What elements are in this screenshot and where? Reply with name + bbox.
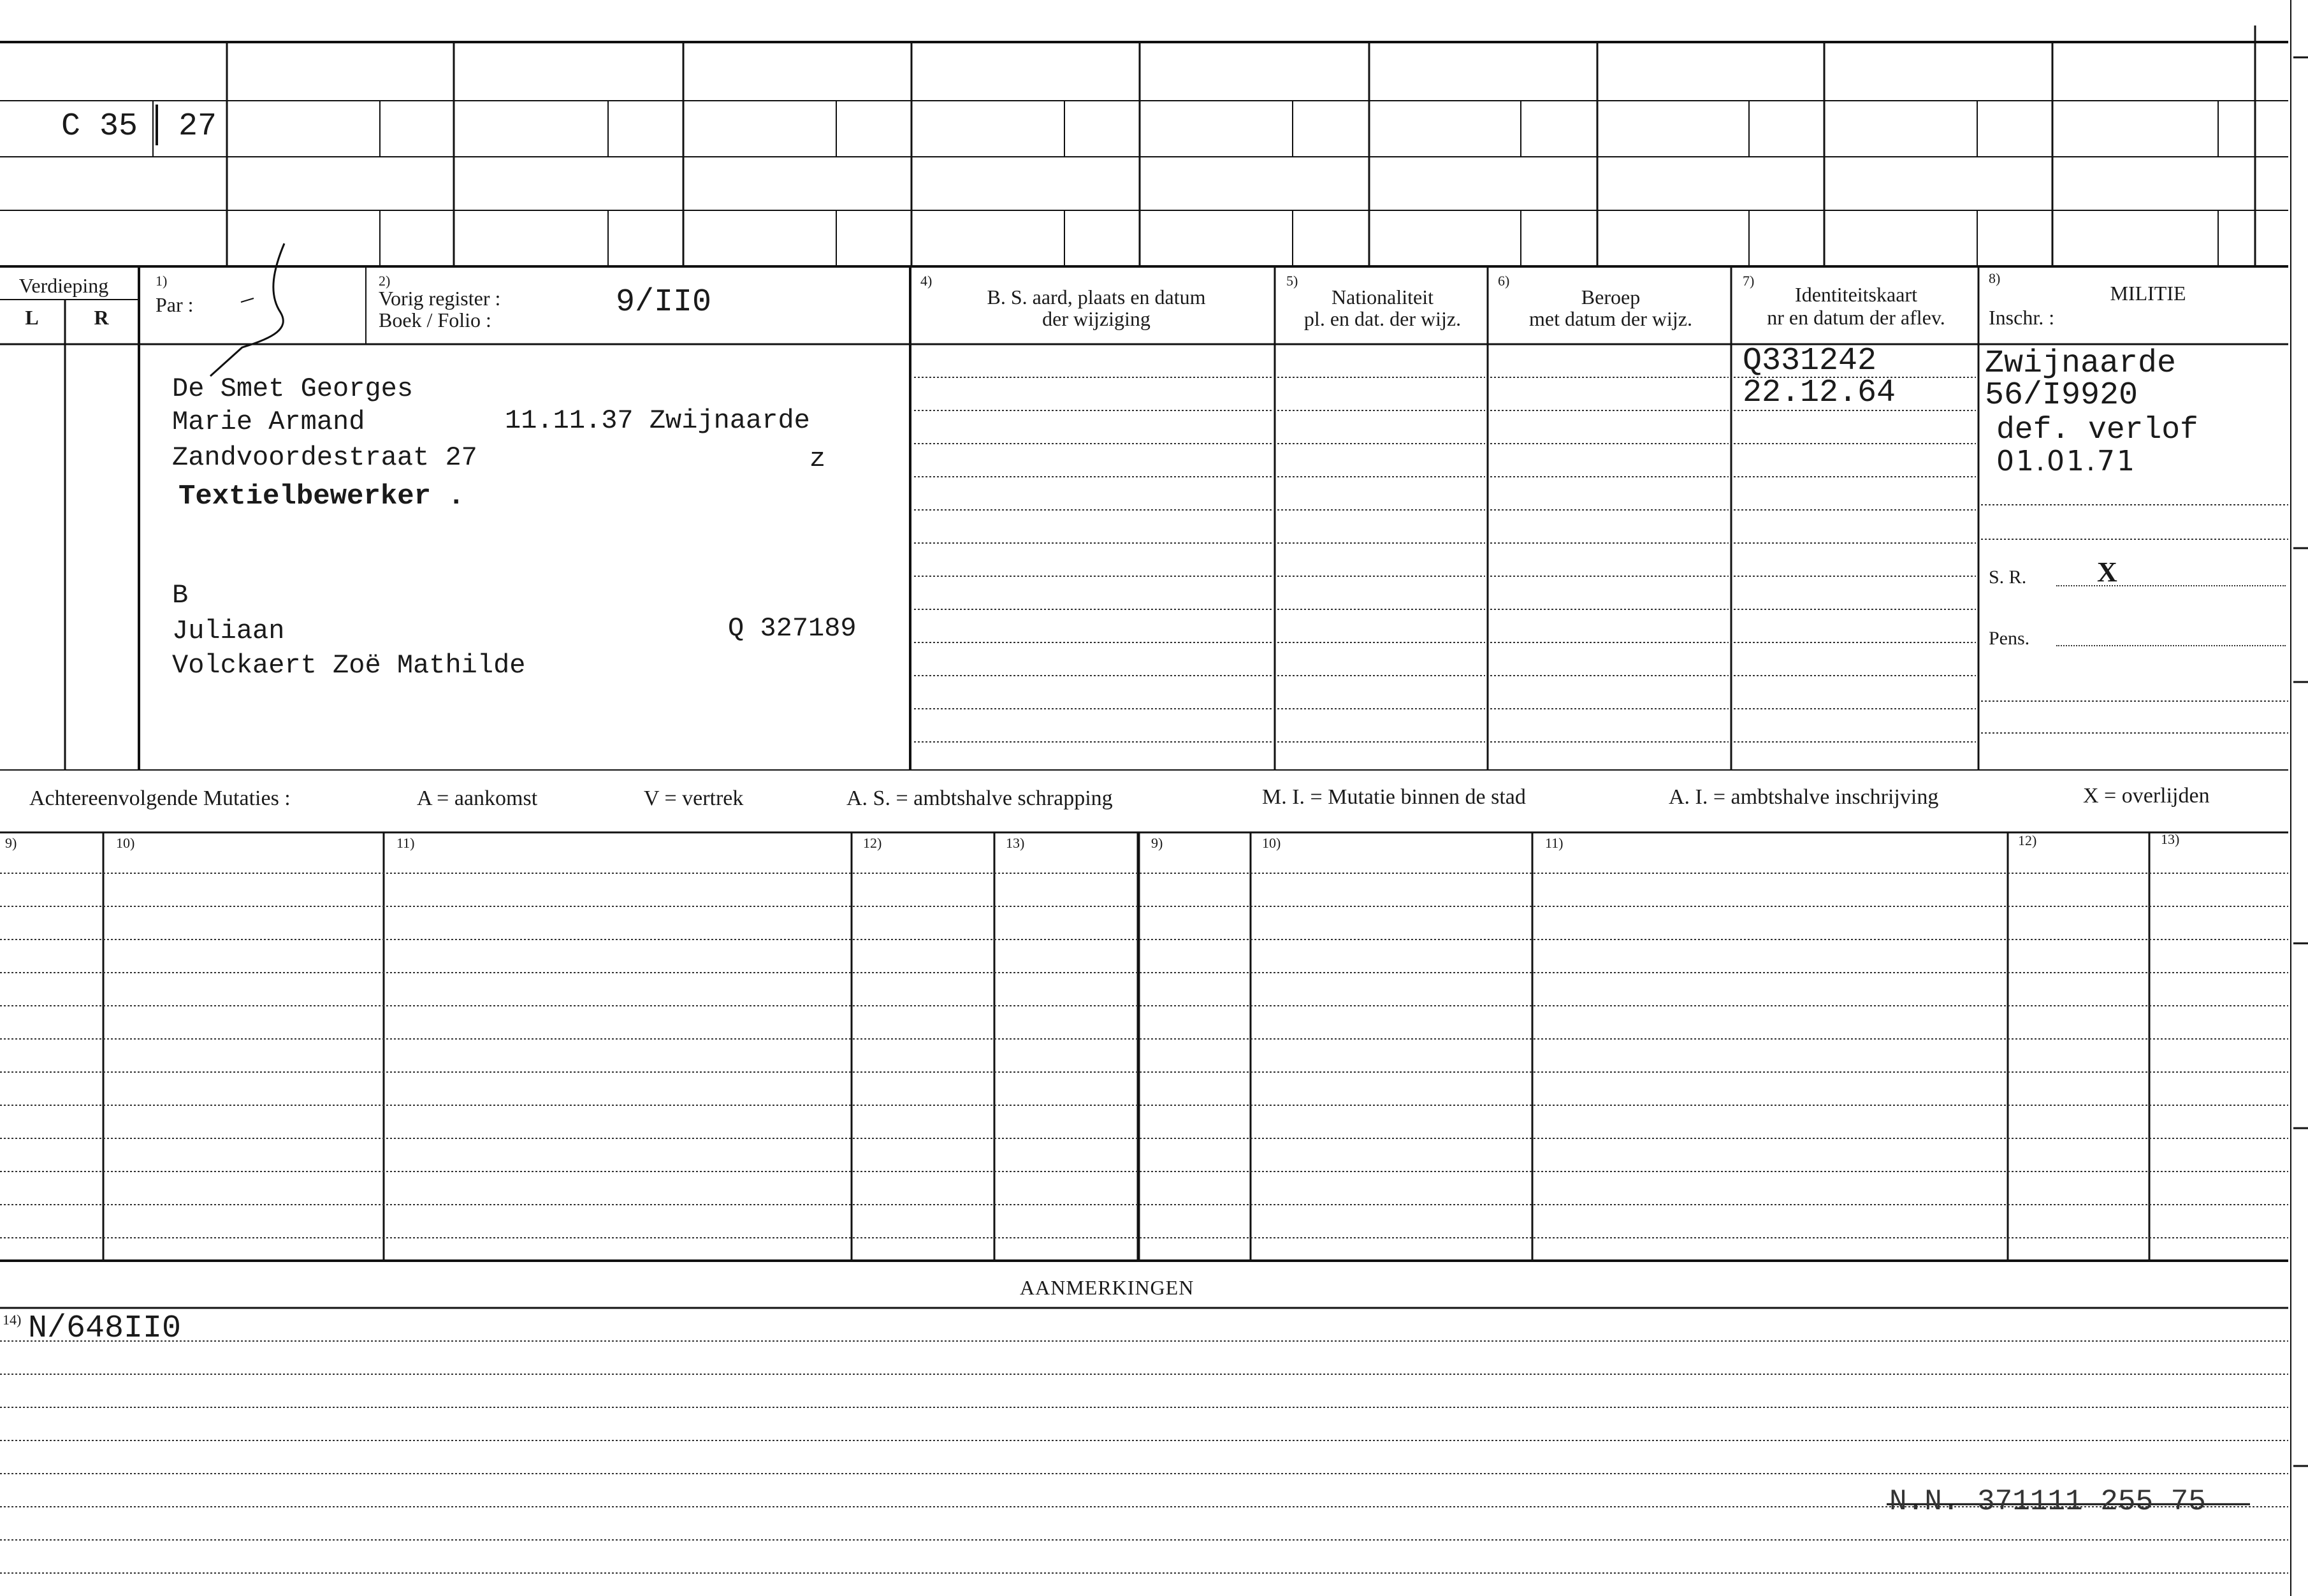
pens-dotted-line [2056,645,2286,646]
remarks-number: 14) [3,1312,22,1328]
col7-label-a: Identiteitskaart [1795,283,1917,306]
sr-value: X [2097,556,2117,588]
col7-label-b: nr en datum der aflev. [1767,306,1945,329]
col6-number: 6) [1498,273,1510,289]
sr-dotted-line [2056,585,2286,586]
mut-col-13: 13) [1006,835,1025,851]
col2-label-b: Boek / Folio : [379,308,491,331]
col1-label: Par : [156,293,194,316]
col1-number: 1) [156,273,168,289]
person-name: De Smet Georges [172,374,414,404]
verdieping-l: L [25,306,39,329]
id-card-date: 22.12.64 [1743,375,1896,411]
col4-label-a: B. S. aard, plaats en datum [987,286,1206,308]
person-birth: 11.11.37 Zwijnaarde [505,405,810,436]
mut-col-10b: 10) [1262,835,1281,851]
col8-label-a: MILITIE [2110,282,2186,305]
pens-label: Pens. [1989,628,2030,649]
col6-label-a: Beroep [1581,286,1641,308]
militie-number: 56/I9920 [1985,377,2138,414]
col2-number: 2) [379,273,391,289]
register-divider [156,105,158,145]
legend-vertrek: V = vertrek [644,787,744,810]
col5-label-a: Nationaliteit [1332,286,1433,308]
person-address: Zandvoordestraat 27 [172,442,477,473]
col8-number: 8) [1989,270,2001,286]
person-mother: Volckaert Zoë Mathilde [172,650,526,681]
person-occupation: Textielbewerker . [178,481,465,512]
mut-col-12: 12) [863,835,882,851]
mut-col-11: 11) [396,835,415,851]
mut-col-13b: 13) [2161,831,2180,847]
person-z-mark: z [809,444,826,474]
register-number: 27 [178,108,217,145]
vorig-register-value: 9/II0 [616,284,712,321]
person-father: Juliaan [172,616,285,646]
mut-col-9: 9) [5,835,17,851]
person-b-mark: B [172,580,189,611]
legend-title: Achtereenvolgende Mutaties : [29,787,291,810]
col8-label-b: Inschr. : [1989,306,2055,329]
person-given-names: Marie Armand [172,407,365,437]
national-number: N.N. 371111 255 75 [1889,1485,2206,1518]
legend-aankomst: A = aankomst [417,787,538,810]
col2-label-a: Vorig register : [379,287,501,310]
col4-number: 4) [920,273,933,289]
legend-overlijden: X = overlijden [2083,784,2210,808]
legend-inschrijving: A. I. = ambtshalve inschrijving [1669,785,1939,809]
col7-number: 7) [1743,273,1755,289]
verdieping-label: Verdieping [18,274,109,297]
col5-label-b: pl. en dat. der wijz. [1303,307,1462,330]
remarks-entry: N/648II0 [28,1310,182,1347]
mut-col-11b: 11) [1545,835,1564,851]
register-code: C 35 [61,108,138,145]
mut-col-10: 10) [116,835,135,851]
par-handwritten-mark [210,243,284,376]
militie-place: Zwijnaarde [1985,345,2177,382]
remarks-title: AANMERKINGEN [1020,1276,1194,1299]
sr-label: S. R. [1989,567,2027,588]
id-card-number: Q331242 [1743,343,1877,379]
mut-col-9b: 9) [1151,835,1163,851]
col5-number: 5) [1286,273,1298,289]
legend-schrapping: A. S. = ambtshalve schrapping [846,787,1113,810]
militie-date: 01.01.71 [1996,445,2137,477]
mut-col-12b: 12) [2018,832,2037,848]
col6-label-b: met datum der wijz. [1529,307,1692,330]
col4-label-b: der wijziging [1042,307,1150,330]
legend-mutatie: M. I. = Mutatie binnen de stad [1262,785,1526,809]
verdieping-r: R [94,306,109,329]
person-q-number: Q 327189 [728,613,857,644]
militie-status: def. verlof [1996,413,2198,447]
